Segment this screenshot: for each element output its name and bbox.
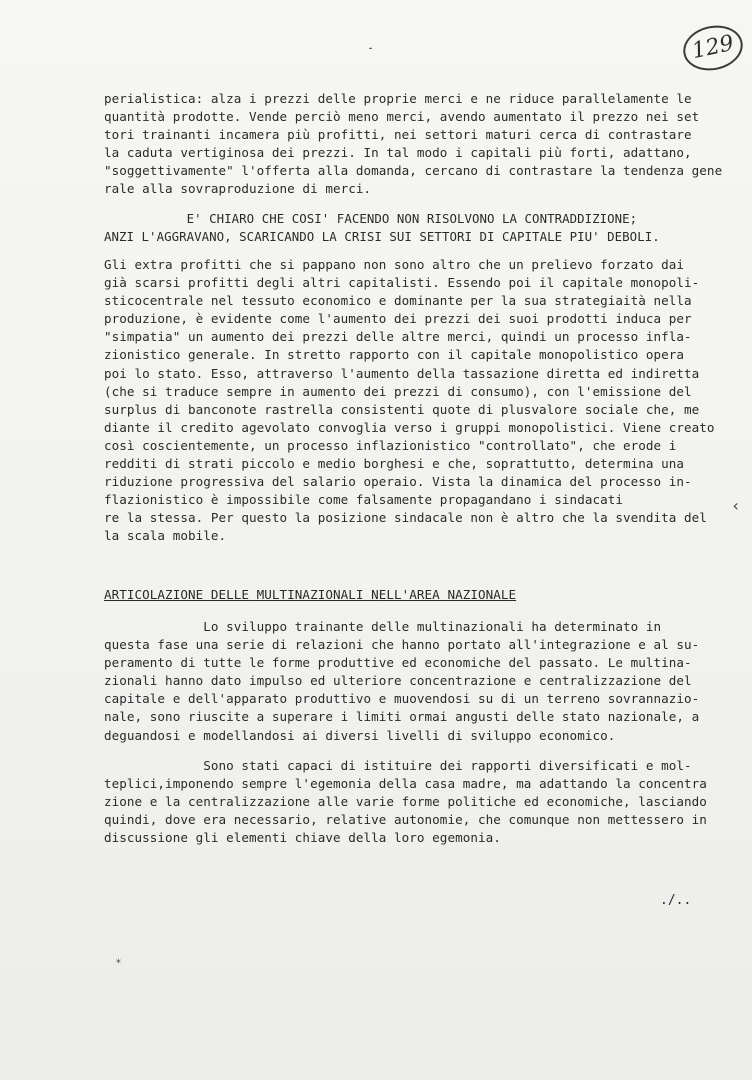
text-line: surplus di banconote rastrella consistenti quote di plusvalore sociale che, me	[104, 401, 700, 417]
text-line: quantità prodotte. Vende perciò meno merci, avendo aumentato il prezzo nei set	[104, 109, 700, 125]
text-line: Sono stati capaci di istituire dei rapporti diversificati e mol-	[104, 758, 692, 773]
text-line: questa fase una serie di relazioni che hanno portato all'integrazione e al su-	[104, 637, 700, 653]
text-line: zionali hanno dato impulso ed ulteriore concentrazione e centralizzazione del	[104, 673, 692, 689]
text-line: capitale e dell'apparato produttivo e muovendosi su di un terreno sovrannazio-	[104, 691, 700, 707]
text-line: rale alla sovraproduzione di merci.	[104, 181, 372, 197]
page-number-stamp: 129	[679, 20, 747, 76]
text-line: riduzione progressiva del salario operaio. Vista la dinamica del processo in-	[104, 474, 692, 490]
margin-mark: ‹	[731, 496, 741, 515]
paragraph-2-capitals	[104, 210, 724, 246]
text-line: Lo sviluppo trainante delle multinazionali ha determinato in	[104, 619, 662, 634]
text-line: re la stessa. Per questo la posizione sindacale non è altro che la svendita del	[104, 510, 707, 526]
text-line: poi lo stato. Esso, attraverso l'aumento della tassazione diretta ed indiretta	[104, 365, 700, 381]
text-line: la caduta vertiginosa dei prezzi. In tal modo i capitali più forti, adattano,	[104, 145, 692, 161]
text-line: quindi, dove era necessario, relative autonomie, che comunque non mettessero in	[104, 812, 707, 828]
text-line: flazionistico è impossibile come falsamente propagandano i sindacati	[104, 492, 623, 508]
text-line: "soggettivamente" l'offerta alla domanda, cercano di contrastare la tendenza gene	[104, 163, 723, 179]
text-line: E' CHIARO CHE COSI' FACENDO NON RISOLVONO LA CONTRADDIZIONE;	[104, 211, 638, 226]
text-line: perialistica: alza i prezzi delle proprie merci e ne riduce parallelamente le	[104, 91, 692, 106]
text-line: sticocentrale nel tessuto economico e dominante per la sua strategiaità nella	[104, 293, 692, 309]
text-line: già scarsi profitti degli altri capitalisti. Essendo poi il capitale monopoli-	[104, 275, 700, 291]
text-line: (che si traduce sempre in aumento dei prezzi di consumo), con l'emissione del	[104, 383, 692, 399]
text-line: zionistico generale. In stretto rapporto con il capitale monopolistico opera	[104, 347, 685, 363]
scan-speck: ⁃	[368, 44, 373, 55]
paragraph-3	[104, 256, 724, 546]
text-line: produzione, è evidente come l'aumento dei prezzi dei suoi prodotti induca per	[104, 311, 692, 327]
text-line: redditi di strati piccolo e medio borghesi e che, soprattutto, determina una	[104, 456, 685, 472]
text-line: zione e la centralizzazione alle varie forme politiche ed economiche, lasciando	[104, 794, 707, 810]
text-line: Gli extra profitti che si pappano non sono altro che un prelievo forzato dai	[104, 257, 685, 272]
text-line: nale, sono riuscite a superare i limiti ormai angusti delle stato nazionale, a	[104, 709, 700, 725]
text-line: tori trainanti incamera più profitti, nei settori maturi cerca di contrastare	[104, 127, 692, 143]
scan-speck: ⁎	[116, 955, 121, 966]
text-line: peramento di tutte le forme produttive ed economiche del passato. Le multina-	[104, 655, 692, 671]
heading-line: ARTICOLAZIONE DELLE MULTINAZIONALI NELL'AREA NAZIONALE	[104, 587, 517, 602]
paragraph-4	[104, 618, 724, 745]
text-line: diante il credito agevolato convoglia verso i gruppi monopolistici. Viene creato	[104, 419, 715, 435]
continuation-mark: ./..	[660, 893, 692, 908]
text-line: la scala mobile.	[104, 528, 227, 544]
paragraph-5	[104, 757, 724, 847]
text-line: così coscientemente, un processo inflazionistico "controllato", che erode i	[104, 437, 677, 453]
text-line: discussione gli elementi chiave della loro egemonia.	[104, 830, 501, 846]
section-heading	[104, 586, 724, 604]
text-line: deguandosi e modellandosi ai diversi livelli di sviluppo economico.	[104, 727, 616, 743]
paragraph-1	[104, 90, 724, 199]
text-line: ANZI L'AGGRAVANO, SCARICANDO LA CRISI SUI SETTORI DI CAPITALE PIU' DEBOLI.	[104, 229, 660, 245]
text-line: "simpatia" un aumento dei prezzi delle altre merci, quindi un processo infla-	[104, 329, 692, 345]
text-line: teplici,imponendo sempre l'egemonia della casa madre, ma adattando la concentra	[104, 776, 707, 792]
